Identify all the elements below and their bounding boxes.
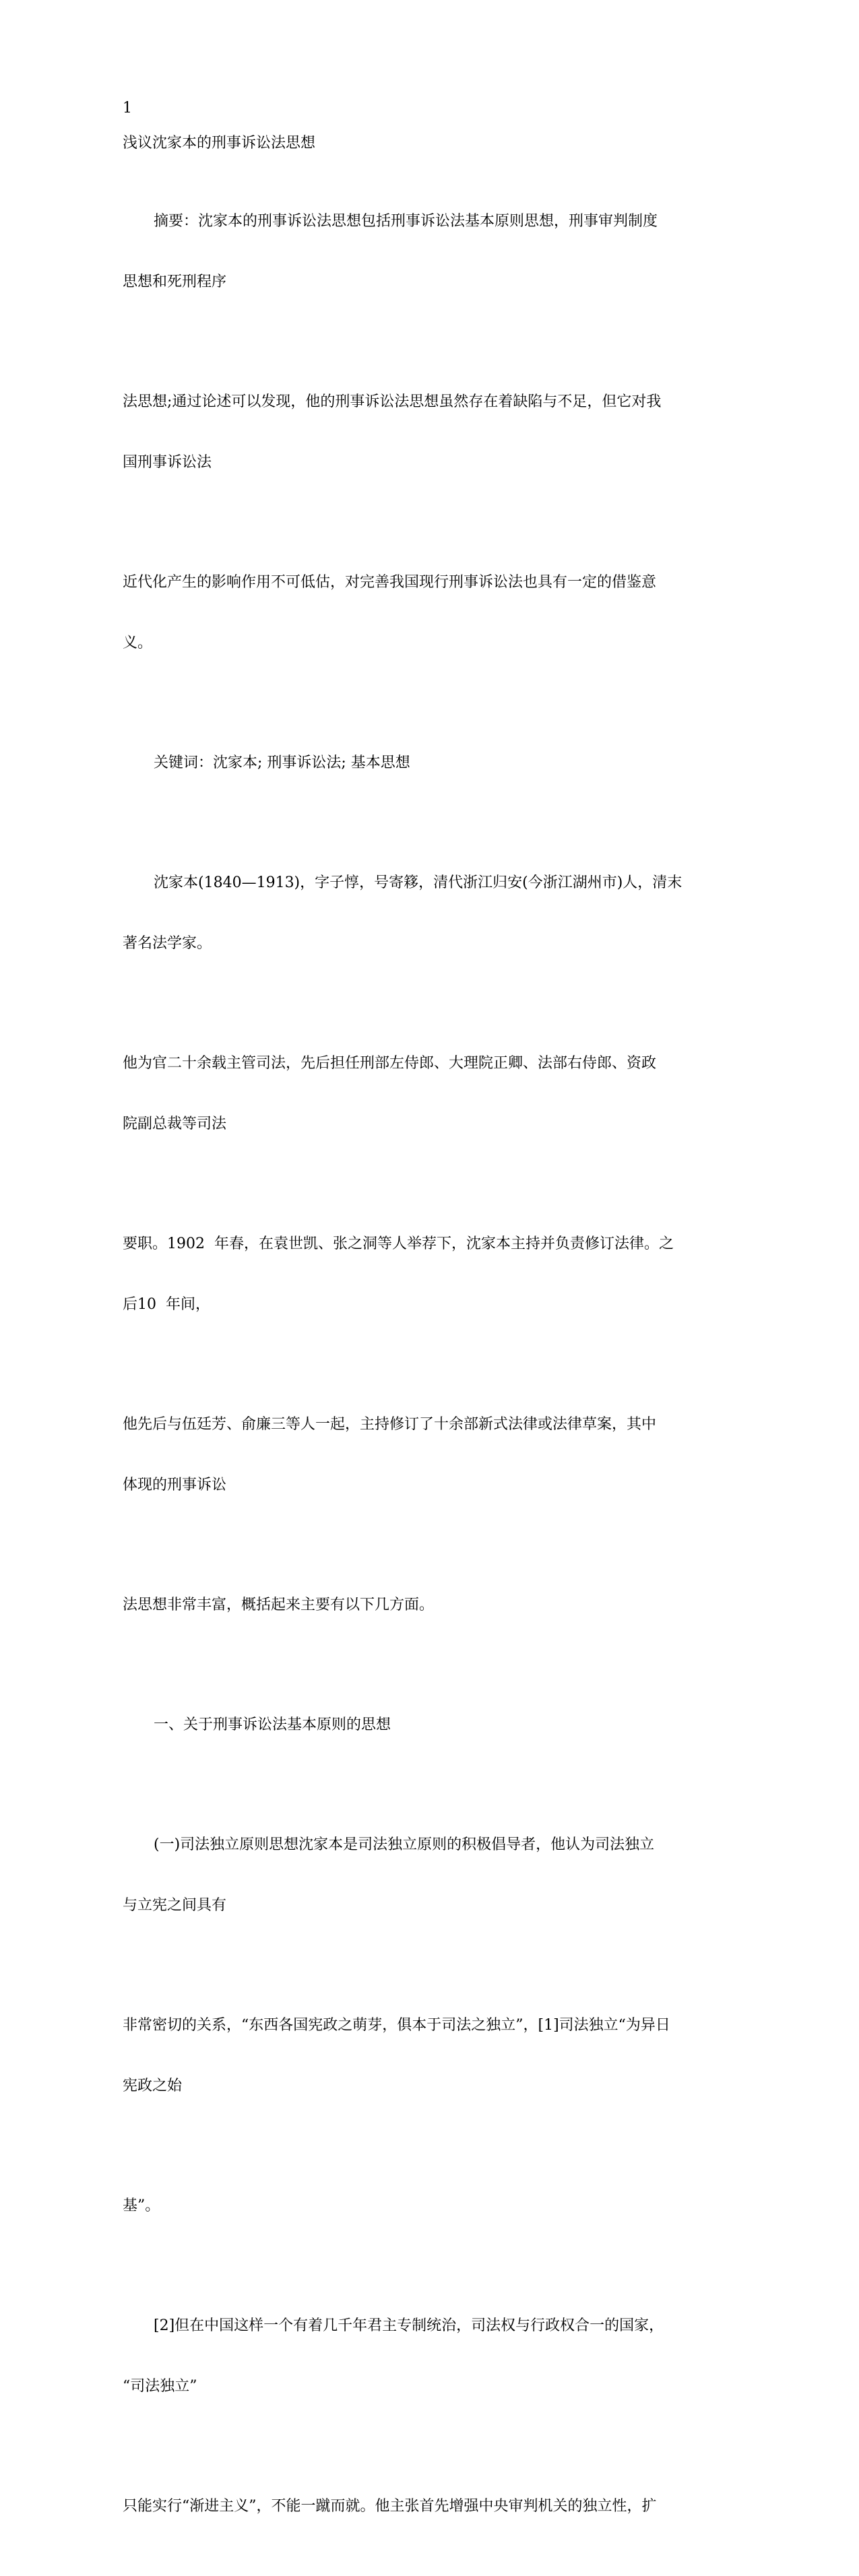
body-paragraph <box>123 2456 715 2557</box>
text-line: 一、关于刑事诉讼法基本原则的思想 <box>154 1716 391 1733</box>
page-number: 1 <box>123 100 132 117</box>
text-line: 关键词：沈家本; 刑事诉讼法; 基本思想 <box>154 754 410 771</box>
text-line: 要职。1902 年春，在袁世凯、张之洞等人举荐下，沈家本主持并负责修订法律。之 <box>123 1235 674 1252</box>
section-heading <box>123 1675 715 1776</box>
body-paragraph <box>123 1194 715 1355</box>
text-line: 后10 年间， <box>123 1296 210 1313</box>
text-line: 基”。 <box>123 2197 160 2214</box>
document-body <box>123 100 715 2576</box>
text-line: 义。 <box>123 635 153 651</box>
document-title: 浅议沈家本的刑事诉讼法思想 <box>123 135 316 152</box>
body-paragraph <box>123 1795 715 1956</box>
text-line: 近代化产生的影响作用不可低估，对完善我国现行刑事诉讼法也具有一定的借鉴意 <box>123 574 657 591</box>
body-paragraph <box>123 1975 715 2137</box>
text-line: 非常密切的关系，“东西各国宪政之萌芽，俱本于司法之独立”，[1]司法独立“为异日 <box>123 2017 670 2034</box>
text-line: 他为官二十余载主管司法，先后担任刑部左侍郎、大理院正卿、法部右侍郎、资政 <box>123 1055 657 1072</box>
body-paragraph <box>123 1013 715 1175</box>
text-line: 法思想非常丰富，概括起来主要有以下几方面。 <box>123 1597 435 1613</box>
text-line: 著名法学家。 <box>123 935 212 952</box>
abstract-paragraph <box>123 171 715 333</box>
text-line: 摘要：沈家本的刑事诉讼法思想包括刑事诉讼法基本原则思想，刑事审判制度 <box>154 213 658 230</box>
text-line: “司法独立” <box>123 2378 197 2395</box>
text-line: 只能实行“渐进主义”，不能一蹴而就。他主张首先增强中央审判机关的独立性，扩 <box>123 2498 657 2515</box>
abstract-continuation <box>123 352 715 513</box>
text-line: 法思想;通过论述可以发现，他的刑事诉讼法思想虽然存在着缺陷与不足，但它对我 <box>123 393 662 410</box>
text-line: 体现的刑事诉讼 <box>123 1477 227 1493</box>
text-line: 宪政之始 <box>123 2078 183 2094</box>
text-line: 他先后与伍廷芳、俞廉三等人一起，主持修订了十余部新式法律或法律草案，其中 <box>123 1416 657 1433</box>
abstract-continuation <box>123 532 715 694</box>
text-line: 与立宪之间具有 <box>123 1897 227 1914</box>
text-line: 国刑事诉讼法 <box>123 454 212 471</box>
body-paragraph <box>123 1555 715 1656</box>
text-line: (一)司法独立原则思想沈家本是司法独立原则的积极倡导者，他认为司法独立 <box>154 1836 655 1853</box>
body-paragraph <box>123 833 715 994</box>
text-line: 院副总裁等司法 <box>123 1116 227 1132</box>
body-paragraph <box>123 2156 715 2257</box>
keywords-paragraph <box>123 713 715 814</box>
text-line: 沈家本(1840—1913)，字子惇，号寄簃，清代浙江归安(今浙江湖州市)人，清末 <box>154 874 682 891</box>
text-line: 思想和死刑程序 <box>123 273 227 290</box>
body-paragraph <box>123 1374 715 1536</box>
body-paragraph <box>123 2276 715 2437</box>
text-line: [2]但在中国这样一个有着几千年君主专制统治，司法权与行政权合一的国家， <box>154 2317 664 2334</box>
